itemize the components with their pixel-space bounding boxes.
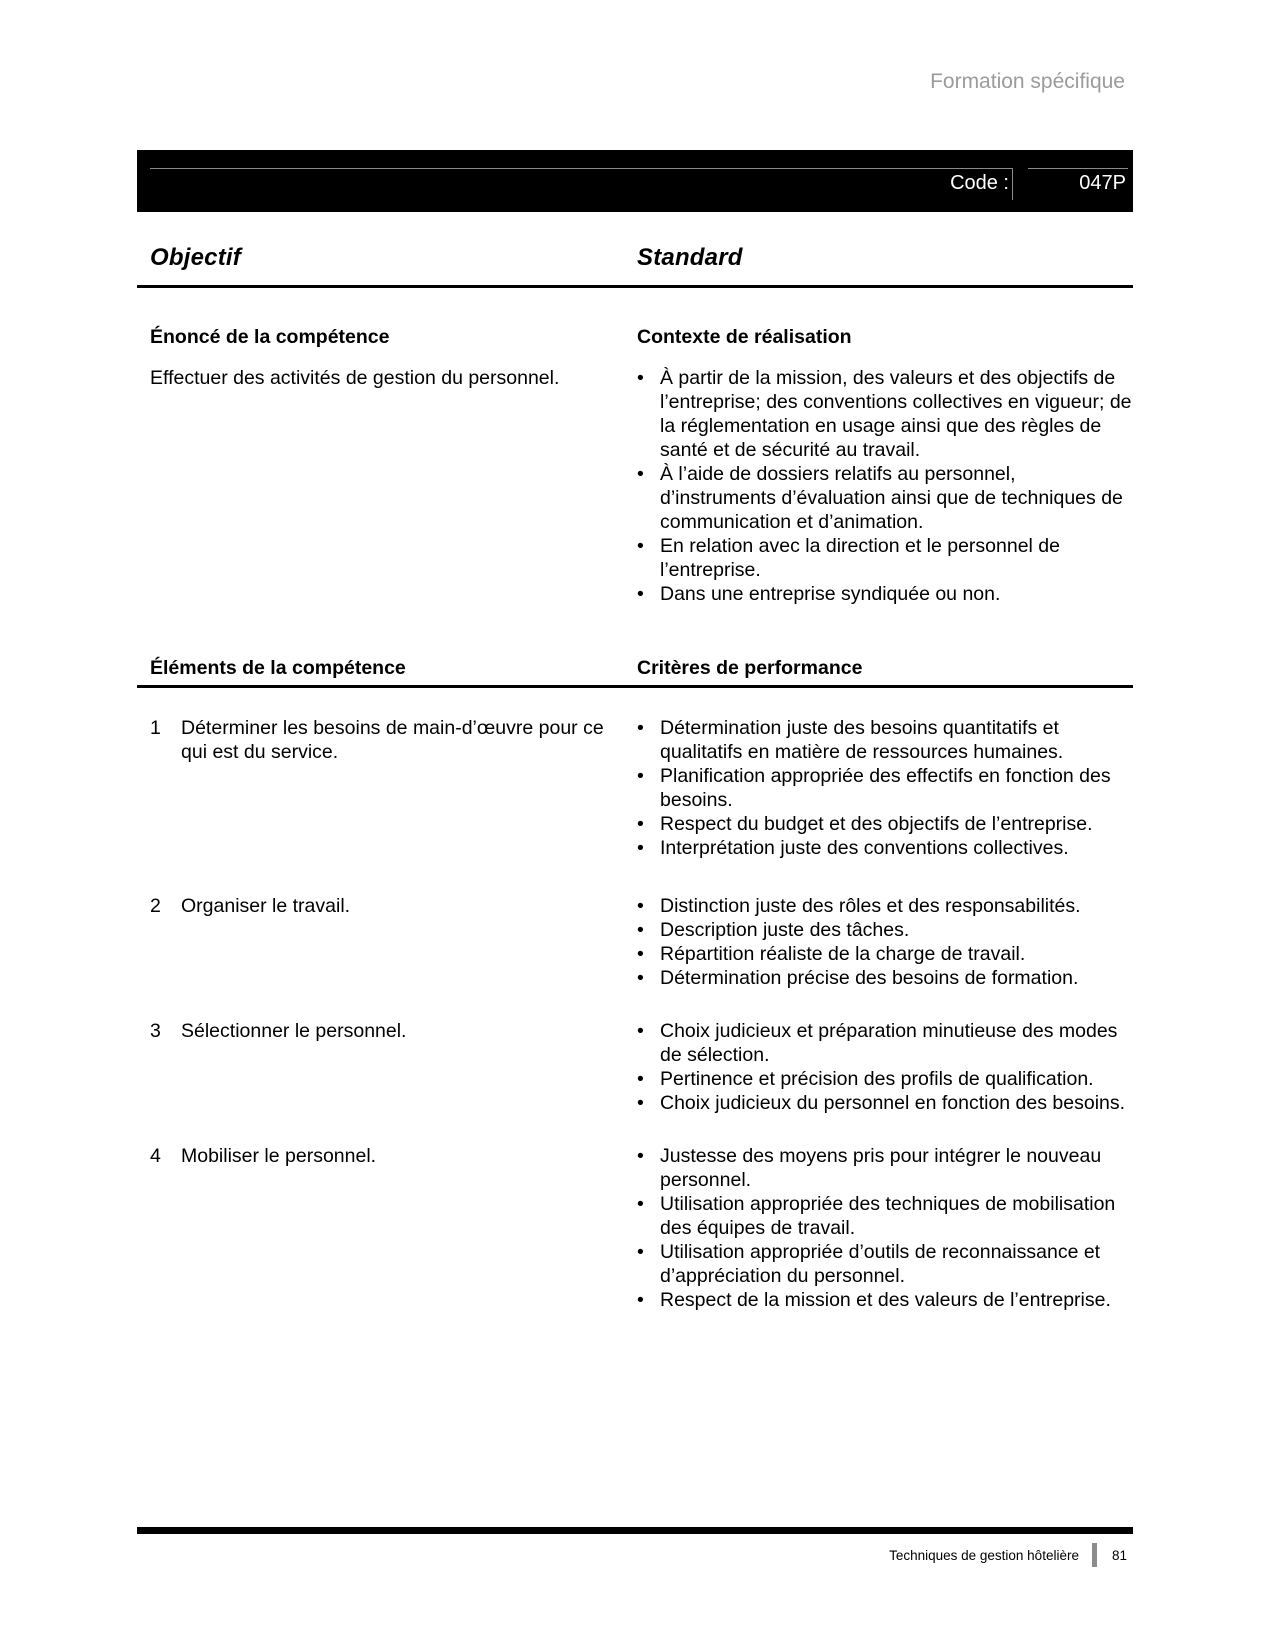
bullet-icon: • (637, 837, 644, 859)
element-text: Organiser le travail. (181, 895, 351, 917)
objectif-title: Objectif (150, 244, 241, 271)
bullet-icon: • (637, 717, 644, 739)
list-item: • À partir de la mission, des valeurs et des objectifs de l’entreprise; des conventions collectives en vigueur; de la réglementation en usage ainsi que des règles de santé et de sécurité au travail. (637, 367, 1132, 461)
formation-specifique-label: Formation spécifique (930, 70, 1125, 93)
enonce-heading: Énoncé de la compétence (150, 326, 390, 348)
list-item: • Utilisation appropriée d’outils de reconnaissance et d’appréciation du personnel. (637, 1241, 1101, 1287)
footer-separator (1092, 1543, 1097, 1567)
code-label: Code : (950, 172, 1009, 194)
element-text: Mobiliser le personnel. (181, 1145, 377, 1167)
list-item: • Respect de la mission et des valeurs de l’entreprise. (637, 1289, 1111, 1311)
code-bar-vertical-divider (1012, 168, 1013, 200)
section1-headings (137, 325, 1133, 349)
bullet-icon: • (637, 1289, 644, 1311)
bullet-icon: • (637, 1241, 644, 1263)
criteres-heading: Critères de performance (637, 657, 863, 679)
element-number: 3 (150, 1020, 161, 1042)
page-footer (137, 1527, 1133, 1567)
bullet-icon: • (637, 367, 644, 389)
element-number: 4 (150, 1145, 161, 1167)
list-item: • Détermination juste des besoins quantitatifs et qualitatifs en matière de ressources humaines. (637, 717, 1064, 763)
section1-body (137, 366, 1133, 606)
criteria-bullet-list (637, 1019, 1133, 1115)
list-item: • En relation avec la direction et le personnel de l’entreprise. (637, 535, 1060, 581)
element-item (150, 716, 637, 764)
bullet-icon: • (637, 1068, 644, 1090)
footer-page-number: 81 (1111, 1547, 1127, 1563)
bullet-icon: • (637, 919, 644, 941)
contexte-heading: Contexte de réalisation (637, 326, 852, 348)
section2-headings (137, 656, 1133, 680)
standard-title: Standard (637, 244, 743, 271)
element-row-4 (137, 1144, 1133, 1312)
list-item: • Répartition réaliste de la charge de travail. (637, 943, 1026, 965)
criteria-bullet-list (637, 1144, 1133, 1312)
list-item: • Interprétation juste des conventions collectives. (637, 837, 1069, 859)
code-value: 047P (1079, 172, 1126, 194)
bullet-icon: • (637, 1193, 644, 1215)
list-item: • Choix judicieux et préparation minutieuse des modes de sélection. (637, 1020, 1118, 1066)
list-item: • Respect du budget et des objectifs de l’entreprise. (637, 813, 1093, 835)
bullet-icon: • (637, 1145, 644, 1167)
bullet-icon: • (637, 463, 644, 485)
list-item: • Justesse des moyens pris pour intégrer le nouveau personnel. (637, 1145, 1102, 1191)
list-item: • Dans une entreprise syndiquée ou non. (637, 583, 1001, 605)
element-row-3 (137, 1019, 1133, 1115)
bullet-icon: • (637, 583, 644, 605)
bullet-icon: • (637, 895, 644, 917)
column-titles (137, 244, 1133, 272)
criteria-bullet-list (637, 716, 1133, 860)
bullet-icon: • (637, 1020, 644, 1042)
element-item (150, 894, 637, 918)
bullet-icon: • (637, 1092, 644, 1114)
element-text: Déterminer les besoins de main-d’œuvre pour ce qui est du service. (181, 717, 604, 763)
element-item (150, 1144, 637, 1168)
list-item: • Pertinence et précision des profils de qualification. (637, 1068, 1094, 1090)
list-item: • Utilisation appropriée des techniques de mobilisation des équipes de travail. (637, 1193, 1116, 1239)
contexte-bullet-list (637, 366, 1133, 606)
bullet-icon: • (637, 967, 644, 989)
code-bar (137, 150, 1133, 212)
bullet-icon: • (637, 765, 644, 787)
list-item: • Détermination précise des besoins de formation. (637, 967, 1079, 989)
bullet-icon: • (637, 943, 644, 965)
competence-statement: Effectuer des activités de gestion du personnel. (150, 367, 560, 389)
code-bar-rule-right (1028, 168, 1128, 169)
code-bar-rule-left (150, 168, 1012, 169)
list-item: • Choix judicieux du personnel en fonction des besoins. (637, 1092, 1126, 1114)
list-item: • Description juste des tâches. (637, 919, 910, 941)
footer-rule (137, 1527, 1133, 1534)
section2-divider-rule (137, 685, 1133, 688)
element-number: 1 (150, 717, 161, 739)
list-item: • Planification appropriée des effectifs en fonction des besoins. (637, 765, 1111, 811)
bullet-icon: • (637, 813, 644, 835)
element-number: 2 (150, 895, 161, 917)
bullet-icon: • (637, 535, 644, 557)
criteria-bullet-list (637, 894, 1133, 990)
list-item: • Distinction juste des rôles et des responsabilités. (637, 895, 1081, 917)
elements-heading: Éléments de la compétence (150, 657, 406, 679)
element-row-1 (137, 716, 1133, 860)
footer-doc-title: Techniques de gestion hôtelière (889, 1547, 1079, 1563)
element-text: Sélectionner le personnel. (181, 1020, 407, 1042)
element-item (150, 1019, 637, 1043)
header-divider-rule (137, 285, 1133, 288)
element-row-2 (137, 894, 1133, 990)
list-item: • À l’aide de dossiers relatifs au personnel, d’instruments d’évaluation ainsi que de techniques de communication et d’animation. (637, 463, 1123, 533)
